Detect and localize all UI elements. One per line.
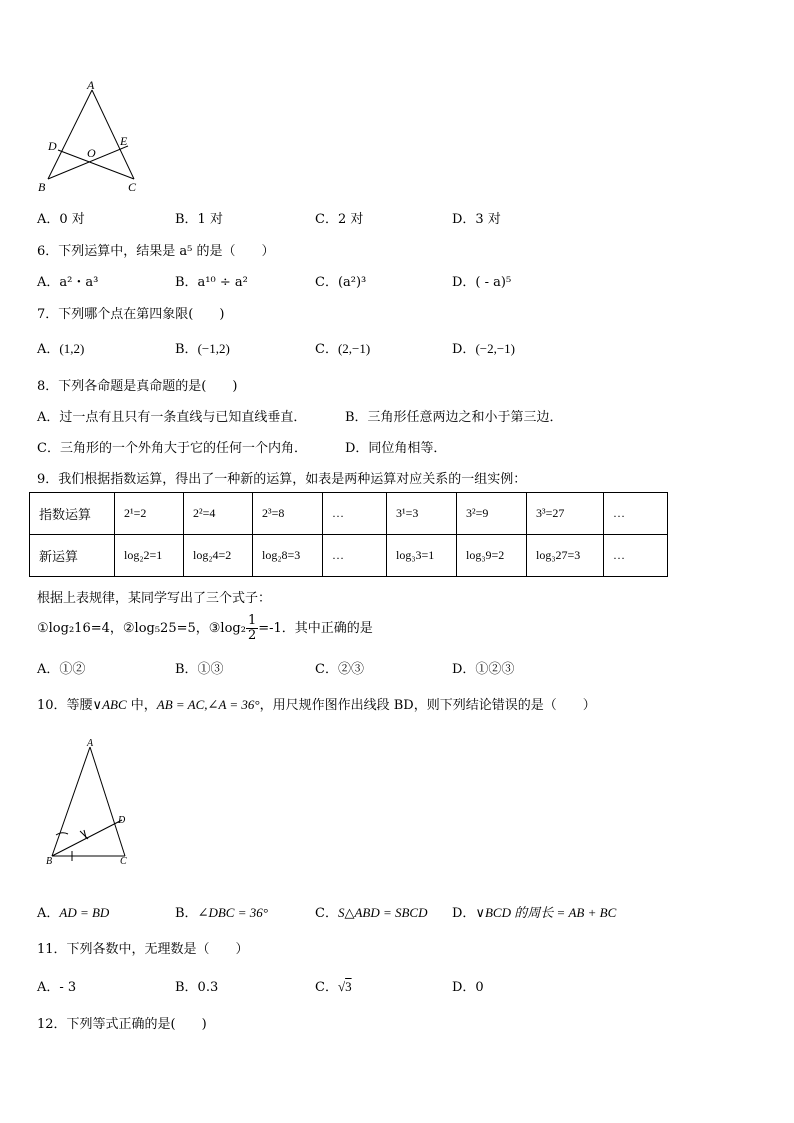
- q9-stem: 9．我们根据指数运算，得出了一种新的运算，如表是两种运算对应关系的一组实例：: [37, 472, 527, 487]
- q9-option-b[interactable]: B．①③: [175, 662, 224, 677]
- q6-option-a[interactable]: A．a²・a³: [37, 275, 99, 290]
- label-D: D: [118, 815, 126, 826]
- q10-option-b[interactable]: B．∠DBC = 36°: [175, 905, 268, 921]
- table-cell: …: [323, 493, 387, 535]
- q6-option-b[interactable]: B．a¹⁰ ÷ a²: [175, 275, 248, 290]
- q9-option-c[interactable]: C．②③: [315, 662, 364, 677]
- table-cell: log₂8=3: [253, 535, 323, 577]
- q8-stem: 8．下列各命题是真命题的是( ): [37, 379, 238, 394]
- table-cell: log₃3=1: [387, 535, 457, 577]
- q8-option-c[interactable]: C．三角形的一个外角大于它的任何一个内角．: [37, 441, 307, 456]
- figure-triangle-abc-2: [40, 735, 140, 867]
- figure-triangle-abc-1: [34, 78, 146, 196]
- table-row: [30, 535, 668, 577]
- q11-option-c[interactable]: C．√3: [315, 979, 352, 995]
- q6-stem: 6．下列运算中，结果是 a⁵ 的是（ ）: [37, 244, 275, 259]
- table-cell: …: [604, 493, 668, 535]
- q7-option-a[interactable]: A．(1,2): [37, 341, 85, 357]
- table-cell: 2¹=2: [115, 493, 184, 535]
- sqrt-symbol: √: [337, 979, 346, 994]
- label-C: C: [120, 856, 127, 867]
- label-A: A: [87, 738, 94, 749]
- q8-option-d[interactable]: D．同位角相等．: [345, 441, 447, 456]
- q10-option-d[interactable]: D．∨BCD 的周长 = AB + BC: [452, 905, 617, 921]
- table-cell: log₂2=1: [115, 535, 184, 577]
- label-B: B: [46, 856, 53, 867]
- q9-option-a[interactable]: A．①②: [37, 662, 86, 677]
- table-cell: log₂4=2: [184, 535, 253, 577]
- table-cell: log₃27=3: [527, 535, 604, 577]
- q9-option-d[interactable]: D．①②③: [452, 662, 515, 677]
- table-cell: 指数运算: [30, 493, 115, 535]
- q6-option-d[interactable]: D．( - a)⁵: [452, 275, 512, 290]
- q11-option-d[interactable]: D．0: [452, 980, 484, 995]
- label-O: O: [87, 146, 96, 160]
- table-cell: …: [323, 535, 387, 577]
- q12-stem: 12．下列等式正确的是( ): [37, 1017, 207, 1032]
- label-C: C: [128, 180, 137, 194]
- table-cell: 3³=27: [527, 493, 604, 535]
- fraction-one-half: $\frac{1}{2}$: [247, 613, 257, 643]
- q7-option-d[interactable]: D．(−2,−1): [452, 341, 516, 357]
- q5-option-a[interactable]: A．0 对: [37, 212, 85, 227]
- q5-option-b[interactable]: B．1 对: [175, 212, 223, 227]
- label-D: D: [48, 139, 57, 153]
- label-B: B: [38, 180, 46, 194]
- q10-stem: 10．等腰∨ABC 中，AB = AC,∠A = 36°，用尺规作图作出线段 BD，则下列结论错误的是（ ）: [37, 697, 596, 713]
- q11-option-b[interactable]: B．0.3: [175, 980, 219, 995]
- table-row: [30, 493, 668, 535]
- q5-option-d[interactable]: D．3 对: [452, 212, 501, 227]
- q9-rule: 根据上表规律，某同学写出了三个式子：: [37, 591, 272, 606]
- table-cell: 3¹=3: [387, 493, 457, 535]
- q8-option-a[interactable]: A．过一点有且只有一条直线与已知直线垂直．: [37, 410, 307, 425]
- q11-stem: 11．下列各数中，无理数是（ ）: [37, 942, 249, 957]
- q7-option-b[interactable]: B．(−1,2): [175, 341, 230, 357]
- label-A: A: [87, 78, 95, 92]
- q7-stem: 7．下列哪个点在第四象限( ): [37, 307, 225, 322]
- q8-option-b[interactable]: B．三角形任意两边之和小于第三边．: [345, 410, 563, 425]
- q6-option-c[interactable]: C．(a²)³: [315, 275, 367, 290]
- q10-option-a[interactable]: A．AD = BD: [37, 905, 110, 921]
- table-cell: 3²=9: [457, 493, 527, 535]
- table-cell: …: [604, 535, 668, 577]
- label-E: E: [120, 134, 128, 148]
- q9-table: [29, 492, 668, 577]
- q11-option-a[interactable]: A．- 3: [37, 980, 77, 995]
- q9-expressions: ①log₂16=4，②log₅25=5，③log₂ $\frac{1}{2}$ =-1．其中正确的是: [37, 613, 373, 643]
- q5-option-c[interactable]: C．2 对: [315, 212, 364, 227]
- table-cell: log₃9=2: [457, 535, 527, 577]
- table-cell: 2³=8: [253, 493, 323, 535]
- table-cell: 新运算: [30, 535, 115, 577]
- q10-option-c[interactable]: C．S△ABD = SBCD: [315, 905, 428, 921]
- table-cell: 2²=4: [184, 493, 253, 535]
- q7-option-c[interactable]: C．(2,−1): [315, 341, 371, 357]
